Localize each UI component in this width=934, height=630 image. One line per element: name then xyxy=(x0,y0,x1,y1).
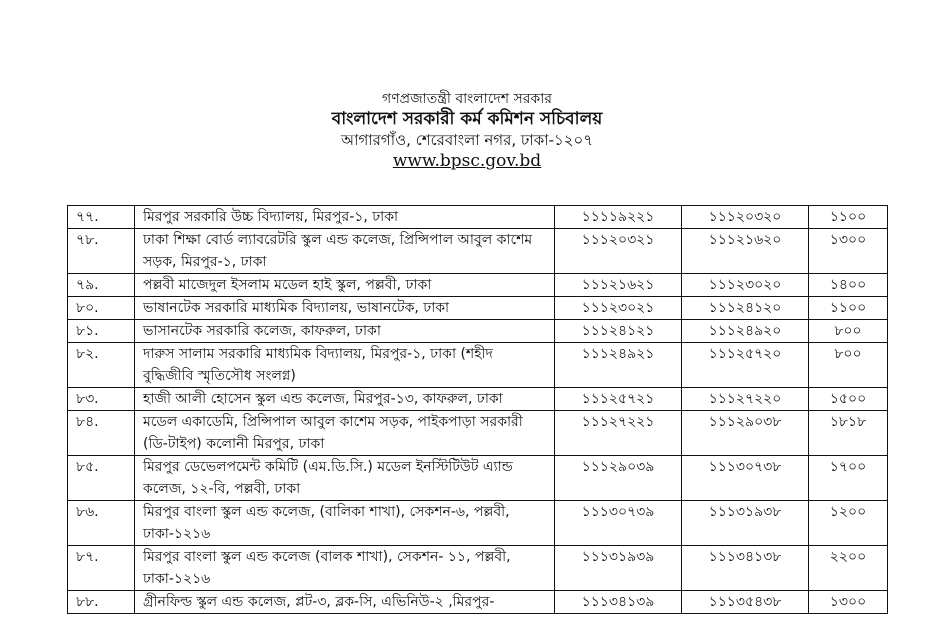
centre-name-cell: গ্রীনফিল্ড স্কুল এন্ড কলেজ, প্লট-৩, ব্লক-সি, এভিনিউ-২ ,মিরপুর- xyxy=(135,591,555,614)
centre-name-cell: ভাসানটেক সরকারি কলেজ, কাফরুল, ঢাকা xyxy=(135,320,555,343)
serial-cell: ৮২. xyxy=(68,343,135,388)
serial-cell: ৮১. xyxy=(68,320,135,343)
roll-from-cell: ১১১১৯২২১ xyxy=(555,206,682,229)
roll-to-cell: ১১১২৩০২০ xyxy=(682,274,809,297)
document-header xyxy=(0,90,934,172)
table-row xyxy=(68,411,888,456)
centre-name-cell: পল্লবী মাজেদুল ইসলাম মডেল হাই স্কুল, পল্লবী, ঢাকা xyxy=(135,274,555,297)
seat-count-cell: ১৩০০ xyxy=(809,591,888,614)
table-row xyxy=(68,546,888,591)
serial-cell: ৮৬. xyxy=(68,501,135,546)
centre-name-cell: মিরপুর বাংলা স্কুল এন্ড কলেজ, (বালিকা শাখা), সেকশন-৬, পল্লবী, ঢাকা-১২১৬ xyxy=(135,501,555,546)
roll-to-cell: ১১১২৭২২০ xyxy=(682,388,809,411)
serial-cell: ৮৭. xyxy=(68,546,135,591)
roll-to-cell: ১১১২৪৯২০ xyxy=(682,320,809,343)
serial-cell: ৭৮. xyxy=(68,229,135,274)
seat-count-cell: ১৭০০ xyxy=(809,456,888,501)
seat-count-cell: ৮০০ xyxy=(809,320,888,343)
table-row xyxy=(68,343,888,388)
roll-from-cell: ১১১২০৩২১ xyxy=(555,229,682,274)
government-title: গণপ্রজাতন্ত্রী বাংলাদেশ সরকার xyxy=(382,91,552,107)
seat-count-cell: ১১০০ xyxy=(809,297,888,320)
centre-name-cell: মডেল একাডেমি, প্রিন্সিপাল আবুল কাশেম সড়ক, পাইকপাড়া সরকারী (ডি-টাইপ) কলোনী মিরপুর, ঢাকা xyxy=(135,411,555,456)
table-row xyxy=(68,274,888,297)
roll-from-cell: ১১১২৯০৩৯ xyxy=(555,456,682,501)
centre-name-cell: ভাষানটেক সরকারি মাধ্যমিক বিদ্যালয়, ভাষানটেক, ঢাকা xyxy=(135,297,555,320)
roll-to-cell: ১১১২৯০৩৮ xyxy=(682,411,809,456)
serial-cell: ৮৫. xyxy=(68,456,135,501)
website-link[interactable]: www.bpsc.gov.bd xyxy=(392,151,542,171)
commission-title: বাংলাদেশ সরকারী কর্ম কমিশন সচিবালয় xyxy=(331,109,603,129)
roll-to-cell: ১১১৩১৯৩৮ xyxy=(682,501,809,546)
table-row xyxy=(68,388,888,411)
seat-count-cell: ১৫০০ xyxy=(809,388,888,411)
serial-cell: ৮০. xyxy=(68,297,135,320)
table-row xyxy=(68,320,888,343)
table-row xyxy=(68,456,888,501)
roll-to-cell: ১১১৩৫৪৩৮ xyxy=(682,591,809,614)
centre-name-cell: মিরপুর ডেভেলপমেন্ট কমিটি (এম.ডি.সি.) মডেল ইনস্টিটিউট এ্যান্ড কলেজ, ১২-বি, পল্লবী, ঢাকা xyxy=(135,456,555,501)
seat-count-cell: ১২০০ xyxy=(809,501,888,546)
centre-name-cell: ঢাকা শিক্ষা বোর্ড ল্যাবরেটরি স্কুল এন্ড কলেজ, প্রিন্সিপাল আবুল কাশেম সড়ক, মিরপুর-১, ঢাকা xyxy=(135,229,555,274)
serial-cell: ৮৮. xyxy=(68,591,135,614)
roll-to-cell: ১১১২১৬২০ xyxy=(682,229,809,274)
table-row xyxy=(68,591,888,614)
roll-to-cell: ১১১২০৩২০ xyxy=(682,206,809,229)
roll-from-cell: ১১১৩৪১৩৯ xyxy=(555,591,682,614)
table-row xyxy=(68,206,888,229)
roll-from-cell: ১১১২৫৭২১ xyxy=(555,388,682,411)
table-row xyxy=(68,229,888,274)
seat-count-cell: ২২০০ xyxy=(809,546,888,591)
roll-from-cell: ১১১২৭২২১ xyxy=(555,411,682,456)
roll-from-cell: ১১১৩১৯৩৯ xyxy=(555,546,682,591)
roll-to-cell: ১১১৩৪১৩৮ xyxy=(682,546,809,591)
roll-to-cell: ১১১৩০৭৩৮ xyxy=(682,456,809,501)
serial-cell: ৮৩. xyxy=(68,388,135,411)
exam-centre-table xyxy=(67,205,888,614)
roll-from-cell: ১১১২৪৯২১ xyxy=(555,343,682,388)
roll-from-cell: ১১১২১৬২১ xyxy=(555,274,682,297)
roll-from-cell: ১১১২৪১২১ xyxy=(555,320,682,343)
table-row xyxy=(68,501,888,546)
table-row xyxy=(68,297,888,320)
centre-name-cell: হাজী আলী হোসেন স্কুল এন্ড কলেজ, মিরপুর-১৩, কাফরুল, ঢাকা xyxy=(135,388,555,411)
seat-count-cell: ৮০০ xyxy=(809,343,888,388)
centre-name-cell: মিরপুর বাংলা স্কুল এন্ড কলেজ (বালক শাখা), সেকশন- ১১, পল্লবী, ঢাকা-১২১৬ xyxy=(135,546,555,591)
serial-cell: ৮৪. xyxy=(68,411,135,456)
serial-cell: ৭৭. xyxy=(68,206,135,229)
centre-name-cell: দারুস সালাম সরকারি মাধ্যমিক বিদ্যালয়, মিরপুর-১, ঢাকা (শহীদ বুদ্ধিজীবি স্মৃতিসৌধ সংলগ্ন) xyxy=(135,343,555,388)
roll-to-cell: ১১১২৪১২০ xyxy=(682,297,809,320)
centre-name-cell: মিরপুর সরকারি উচ্চ বিদ্যালয়, মিরপুর-১, ঢাকা xyxy=(135,206,555,229)
seat-count-cell: ১৪০০ xyxy=(809,274,888,297)
seat-count-cell: ১৮১৮ xyxy=(809,411,888,456)
seat-count-cell: ১১০০ xyxy=(809,206,888,229)
serial-cell: ৭৯. xyxy=(68,274,135,297)
roll-from-cell: ১১১৩০৭৩৯ xyxy=(555,501,682,546)
roll-to-cell: ১১১২৫৭২০ xyxy=(682,343,809,388)
roll-from-cell: ১১১২৩০২১ xyxy=(555,297,682,320)
seat-count-cell: ১৩০০ xyxy=(809,229,888,274)
address-line: আগারগাঁও, শেরেবাংলা নগর, ঢাকা-১২০৭ xyxy=(340,131,594,149)
